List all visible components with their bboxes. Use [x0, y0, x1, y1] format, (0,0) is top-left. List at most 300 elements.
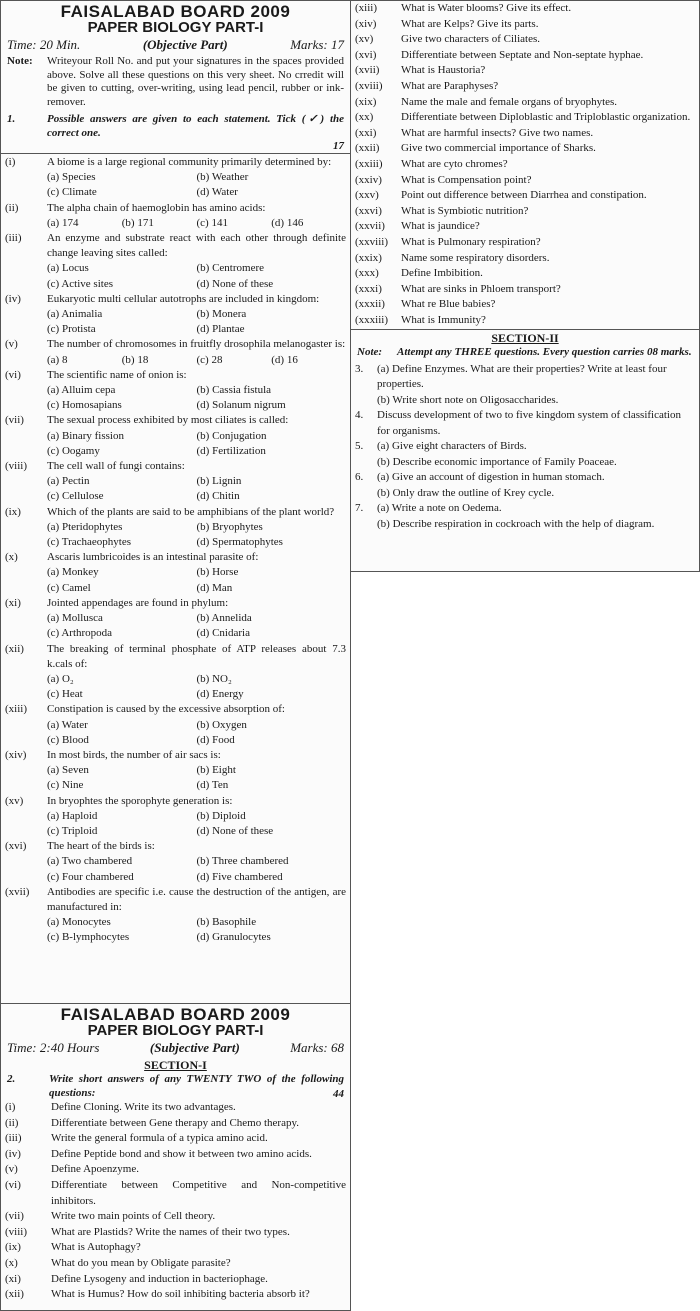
short-question [351, 235, 699, 251]
long-question [351, 393, 699, 409]
option: (b) NO₂ [196, 672, 232, 685]
short-question [351, 173, 699, 189]
question-text: Write two main points of Cell theory. [51, 1210, 216, 1223]
question-text: Point out difference between Diarrhea and constipation. [401, 189, 647, 202]
paper-meta [1, 35, 350, 55]
question-number: (xvii) [355, 64, 380, 77]
options [1, 353, 350, 368]
question-text: What is Humus? How do soil inhibiting bacteria absorb it? [51, 1288, 310, 1301]
question-text: What are Plastids? Write the names of their two types. [51, 1225, 290, 1238]
q2-number: 2. [7, 1073, 16, 1085]
option: (d) None of these [196, 824, 274, 837]
short-question [1, 1287, 350, 1303]
option: (d) 16 [271, 353, 298, 366]
question-number: (viii) [5, 460, 27, 473]
question-text: (a) Give an account of digestion in human stomach. [377, 471, 605, 484]
short-question [351, 1, 699, 17]
note2-text: Attempt any THREE questions. Every question carries 08 marks. [397, 346, 692, 359]
options [1, 763, 350, 793]
option: (b) Bryophytes [196, 520, 263, 533]
options [1, 170, 350, 200]
question-number: (ix) [5, 505, 21, 518]
question-number: (ii) [5, 201, 19, 214]
question-number [355, 517, 377, 533]
option: (d) Water [196, 186, 238, 199]
section-2-note [351, 346, 699, 360]
question-number: (xxxi) [355, 282, 382, 295]
mcq-question [1, 505, 350, 520]
marks-label: Marks: 17 [290, 37, 344, 52]
time-label: Time: 20 Min. [7, 37, 81, 52]
option: (c) Cellulose [47, 490, 104, 503]
option: (c) Protista [47, 323, 96, 336]
part-label: (Objective Part) [142, 37, 228, 52]
options [1, 565, 350, 595]
options [1, 474, 350, 504]
options [1, 429, 350, 459]
short-questions-right [351, 1, 699, 328]
question-text: The number of chromosomes in fruitfly drosophila melanogaster is: [47, 338, 346, 351]
board-title: FAISALABAD BOARD 2009 [60, 2, 291, 21]
short-question [1, 1147, 350, 1163]
question-number: (viii) [5, 1225, 27, 1238]
option: (c) Homosapians [47, 399, 122, 412]
question-text: (b) Describe economic importance of Family Poaceae. [377, 455, 617, 468]
paper-title-2: PAPER BIOLOGY PART-I [87, 1022, 264, 1039]
short-questions-left [1, 1100, 350, 1303]
question-text: Differentiate between Competitive and Non-competitive inhibitors. [51, 1178, 346, 1207]
question-text: What is Immunity? [401, 313, 486, 326]
question-text: Antibodies are specific i.e. cause the destruction of the antigen, are manufactured in: [47, 885, 346, 913]
question-number: (iii) [5, 1132, 22, 1145]
option: (d) Food [196, 733, 235, 746]
option: (a) Animalia [47, 308, 103, 321]
question-number: (xii) [5, 642, 24, 655]
short-question [351, 141, 699, 157]
question-text: In most birds, the number of air sacs is: [47, 748, 221, 761]
question-text: What do you mean by Obligate parasite? [51, 1256, 231, 1269]
options [1, 915, 350, 945]
question-text: Which of the plants are said to be amphibians of the plant world? [47, 505, 335, 518]
time-label-2: Time: 2:40 Hours [7, 1040, 100, 1055]
option: (a) Species [47, 171, 96, 184]
question-text: Define Lysogeny and induction in bacteriophage. [51, 1272, 268, 1285]
long-questions [351, 362, 699, 533]
option: (b) Cassia fistula [196, 384, 272, 397]
option: (d) Man [196, 581, 233, 594]
option: (b) Horse [196, 566, 239, 579]
long-question [351, 517, 699, 533]
mcq-question [1, 155, 350, 170]
option: (d) Granulocytes [196, 931, 271, 944]
question-number: (i) [5, 1101, 16, 1113]
mcq-question [1, 839, 350, 854]
short-question [351, 48, 699, 64]
question-text: Differentiate between Gene therapy and Chemo therapy. [51, 1116, 300, 1129]
mcq-question [1, 292, 350, 307]
short-question [351, 313, 699, 329]
question-number: (vii) [5, 1210, 24, 1223]
option: (d) Plantae [196, 323, 245, 336]
short-question [351, 282, 699, 298]
question-text: Discuss development of two to five kingdom system of classification for organisms. [377, 409, 681, 437]
question-text: What are sinks in Phloem transport? [401, 282, 561, 295]
question-number: 5. [355, 440, 364, 453]
question-text: Differentiate between Septate and Non-septate hyphae. [401, 48, 644, 61]
question-text: A biome is a large regional community primarily determined by: [47, 156, 332, 168]
question-text: The heart of the birds is: [47, 840, 155, 853]
question-text: (a) Write a note on Oedema. [377, 502, 502, 515]
question-text: Name the male and female organs of bryophytes. [401, 95, 618, 108]
question-text: What are Kelps? Give its parts. [401, 17, 539, 30]
option: (d) Spermatophytes [196, 536, 283, 549]
question-number: (xiii) [5, 703, 27, 716]
question-number: (xxiii) [355, 157, 383, 170]
question-text: What is jaundice? [401, 220, 480, 233]
question-number: (xi) [5, 1272, 21, 1285]
question-number: (v) [5, 338, 18, 351]
question-text: What re Blue babies? [401, 298, 496, 311]
long-question [351, 501, 699, 517]
question-number: (xv) [355, 33, 374, 46]
question-number: (xxviii) [355, 235, 388, 248]
options [1, 307, 350, 337]
question-number: (xiii) [355, 2, 377, 14]
short-question [351, 95, 699, 111]
mcq-question [1, 231, 350, 261]
option: (c) 141 [196, 216, 228, 229]
options [1, 809, 350, 839]
question-number: (xv) [5, 794, 24, 807]
short-question [1, 1162, 350, 1178]
question-number: (xvi) [355, 48, 377, 61]
question-number [355, 393, 377, 409]
right-column [350, 0, 700, 572]
question-text: (b) Describe respiration in cockroach with the help of diagram. [377, 517, 655, 530]
question-number: (xxx) [355, 267, 379, 280]
mcq-question [1, 201, 350, 216]
short-question [1, 1100, 350, 1116]
instruction [1, 113, 350, 140]
short-question [351, 17, 699, 33]
option: (b) Annelida [196, 612, 252, 625]
question-number: 4. [355, 409, 364, 422]
instruction-text: Possible answers are given to each statement. Tick (✓) the correct one. [47, 113, 344, 139]
short-question [1, 1225, 350, 1241]
question-text: Define Peptide bond and show it between two amino acids. [51, 1147, 312, 1160]
question-number: (xxiv) [355, 173, 382, 186]
option: (d) Solanum nigrum [196, 399, 286, 412]
option: (d) None of these [196, 277, 274, 290]
q2-text: Write short answers of any TWENTY TWO of the following questions: [49, 1073, 344, 1099]
mcq-question [1, 748, 350, 763]
option: (c) 28 [196, 353, 223, 366]
instruction-number: 1. [7, 113, 16, 125]
mcq-question [1, 459, 350, 474]
question-number: 7. [355, 502, 364, 515]
question-number: (v) [5, 1163, 18, 1176]
question-number: (xxvi) [355, 204, 382, 217]
option: (d) Chitin [196, 490, 240, 503]
question-text: (a) Define Enzymes. What are their properties? Write at least four properties. [377, 362, 667, 391]
question-number: (xxv) [355, 189, 379, 202]
question-text: The alpha chain of haemoglobin has amino acids: [47, 201, 266, 214]
long-question [351, 486, 699, 502]
question-text: Name some respiratory disorders. [401, 251, 550, 264]
question-text: Differentiate between Diploblastic and Triploblastic organization. [401, 111, 691, 124]
question-text: Define Cloning. Write its two advantages. [51, 1101, 236, 1113]
question-number: (xiv) [5, 748, 27, 761]
section-1-heading: SECTION-I [144, 1058, 207, 1072]
question-number: (xvi) [5, 840, 27, 853]
subjective-continued [350, 0, 700, 572]
board-title-2: FAISALABAD BOARD 2009 [60, 1005, 291, 1024]
option: (a) Mollusca [47, 612, 103, 625]
option: (b) Diploid [196, 809, 246, 822]
short-question [351, 266, 699, 282]
options [1, 672, 350, 702]
question-number: (ix) [5, 1241, 21, 1254]
question-text: An enzyme and substrate react with each other through definite change leaving sites called: [47, 232, 346, 260]
option: (c) Camel [47, 581, 91, 594]
question-number: (xxxii) [355, 298, 385, 311]
short-question [351, 204, 699, 220]
option: (a) Pteridophytes [47, 520, 123, 533]
question-text: Jointed appendages are found in phylum: [47, 596, 229, 609]
option: (b) Centromere [196, 262, 264, 275]
divider-2 [351, 329, 699, 330]
question-text: What are Paraphyses? [401, 79, 499, 92]
question-number: (xix) [355, 95, 377, 108]
question-text: The cell wall of fungi contains: [47, 460, 185, 473]
marks-label-2: Marks: 68 [290, 1040, 344, 1055]
option: (a) Pectin [47, 475, 90, 488]
question-number: (iv) [5, 1147, 21, 1160]
question-text: What is Pulmonary respiration? [401, 235, 541, 248]
q2-instruction [1, 1073, 350, 1100]
option: (c) Nine [47, 779, 84, 792]
q2-marks: 44 [333, 1088, 344, 1100]
option: (d) Energy [196, 688, 244, 701]
question-text: (a) Give eight characters of Birds. [377, 440, 527, 453]
section-2-heading: SECTION-II [491, 331, 559, 346]
short-question [1, 1240, 350, 1256]
option: (c) Active sites [47, 277, 113, 290]
question-text: What is Haustoria? [401, 64, 486, 77]
option: (a) Alluim cepa [47, 384, 116, 397]
short-question [351, 79, 699, 95]
paper-title: PAPER BIOLOGY PART-I [87, 19, 264, 36]
option: (c) B-lymphocytes [47, 931, 130, 944]
question-number: (xxvii) [355, 220, 385, 233]
options [1, 261, 350, 291]
option: (b) 171 [121, 216, 154, 229]
question-text: Ascaris lumbricoides is an intestinal parasite of: [47, 551, 259, 564]
question-number [355, 486, 377, 502]
option: (b) Conjugation [196, 429, 267, 442]
subjective-section [0, 1004, 351, 1311]
question-number: (xxi) [355, 126, 377, 139]
mcq-question [1, 642, 350, 672]
options [1, 520, 350, 550]
short-question [351, 188, 699, 204]
short-question [1, 1272, 350, 1288]
mcq-list [1, 155, 350, 946]
question-text: The breaking of terminal phosphate of ATP releases about 7.3 k.cals of: [47, 642, 346, 670]
option: (d) 146 [271, 216, 304, 229]
question-number: 6. [355, 471, 364, 484]
options [1, 383, 350, 413]
question-number: (xi) [5, 596, 21, 609]
question-number: (vi) [5, 1178, 21, 1191]
option: (a) O₂ [47, 672, 74, 685]
question-number: (xvii) [5, 885, 30, 898]
option: (d) Ten [196, 779, 229, 792]
option: (c) Four chambered [47, 870, 134, 883]
question-text: Constipation is caused by the excessive absorption of: [47, 703, 285, 716]
question-text: (b) Only draw the outline of Krey cycle. [377, 486, 555, 499]
option: (a) 8 [47, 353, 68, 366]
question-text: Define Imbibition. [401, 267, 483, 280]
mcq-question [1, 885, 350, 915]
short-question [1, 1131, 350, 1147]
note-label: Note: [7, 55, 33, 67]
option: (d) Cnidaria [196, 627, 250, 640]
option: (c) Arthropoda [47, 627, 113, 640]
option: (b) Monera [196, 308, 247, 321]
question-text: Eukaryotic multi cellular autotrophs are included in kingdom: [47, 292, 320, 305]
option: (c) Climate [47, 186, 97, 199]
option: (c) Trachaeophytes [47, 536, 132, 549]
option: (c) Oogamy [47, 444, 100, 457]
short-question [351, 126, 699, 142]
options [1, 718, 350, 748]
options [1, 611, 350, 641]
option: (b) Three chambered [196, 855, 289, 868]
note2-label: Note: [357, 346, 383, 359]
short-question [351, 32, 699, 48]
option: (a) 174 [47, 216, 79, 229]
question-text: What are harmful insects? Give two names. [401, 126, 594, 139]
question-text: Define Apoenzyme. [51, 1163, 139, 1176]
mcq-question [1, 596, 350, 611]
long-question [351, 362, 699, 393]
long-question [351, 439, 699, 455]
question-text: In bryophtes the sporophyte generation is: [47, 794, 233, 807]
note-text: Writeyour Roll No. and put your signatures in the spaces provided above. Solve all these questions on this very sheet. No crredit will be given to cutting, over-writing, using lead pencil, rubber or ink-remover. [47, 55, 344, 108]
mcq-question [1, 368, 350, 383]
option: (a) Monocytes [47, 916, 111, 929]
mcq-question [1, 550, 350, 565]
question-number: 3. [355, 362, 364, 375]
question-number: (iv) [5, 292, 21, 305]
options [1, 854, 350, 884]
paper-meta-2 [1, 1038, 350, 1058]
short-question [351, 219, 699, 235]
options [1, 216, 350, 231]
question-text: Give two characters of Ciliates. [401, 33, 540, 46]
question-text: Write the general formula of a typica amino acid. [51, 1132, 268, 1145]
question-text: Give two commercial importance of Sharks. [401, 142, 596, 155]
question-number: (x) [5, 551, 18, 564]
short-question [351, 110, 699, 126]
option: (c) Triploid [47, 824, 98, 837]
option: (b) Eight [196, 764, 236, 777]
option: (b) Basophile [196, 916, 257, 929]
mcq-question [1, 702, 350, 717]
question-number: (xxix) [355, 251, 382, 264]
option: (b) Lignin [196, 475, 242, 488]
option: (d) Fertilization [196, 444, 266, 457]
question-number: (i) [5, 156, 16, 168]
question-text: What is Compensation point? [401, 173, 532, 186]
question-number: (ii) [5, 1116, 19, 1129]
question-number: (xxxiii) [355, 313, 388, 326]
option: (b) Oxygen [196, 718, 247, 731]
short-question [351, 297, 699, 313]
option: (c) Blood [47, 733, 89, 746]
option: (a) Seven [47, 764, 89, 777]
option: (a) Binary fission [47, 429, 124, 442]
question-text: What are cyto chromes? [401, 157, 508, 170]
objective-section [0, 0, 351, 1004]
part-label-2: (Subjective Part) [149, 1040, 240, 1055]
question-number: (xxii) [355, 142, 380, 155]
divider [1, 153, 350, 154]
question-text: What is Autophagy? [51, 1241, 141, 1254]
option: (a) Monkey [47, 566, 99, 579]
question-number: (xviii) [355, 79, 383, 92]
question-number: (xx) [355, 111, 374, 124]
option: (b) Weather [196, 171, 249, 184]
question-number: (vii) [5, 414, 24, 427]
short-question [1, 1116, 350, 1132]
short-question [351, 157, 699, 173]
question-number: (vi) [5, 368, 21, 381]
long-question [351, 408, 699, 439]
question-text: What is Symbiotic nutrition? [401, 204, 529, 217]
mcq-question [1, 337, 350, 352]
option: (a) Locus [47, 262, 89, 275]
short-question [1, 1256, 350, 1272]
short-question [351, 63, 699, 79]
question-text: The sexual process exhibited by most ciliates is called: [47, 414, 289, 427]
option: (a) Two chambered [47, 855, 133, 868]
question-text: The scientific name of onion is: [47, 368, 187, 381]
note [1, 55, 350, 109]
question-text: What is Water blooms? Give its effect. [401, 2, 572, 14]
option: (c) Heat [47, 688, 83, 701]
instruction-marks: 17 [333, 140, 344, 152]
mcq-question [1, 413, 350, 428]
question-number: (xiv) [355, 17, 377, 30]
option: (d) Five chambered [196, 870, 283, 883]
short-question [1, 1209, 350, 1225]
question-number [355, 455, 377, 471]
question-number: (x) [5, 1256, 18, 1269]
long-question [351, 455, 699, 471]
long-question [351, 470, 699, 486]
option: (a) Water [47, 718, 88, 731]
mcq-question [1, 794, 350, 809]
short-question [1, 1178, 350, 1209]
question-number: (iii) [5, 232, 22, 245]
question-number: (xii) [5, 1288, 24, 1301]
option: (a) Haploid [47, 809, 98, 822]
question-text: (b) Write short note on Oligosaccharides. [377, 393, 559, 406]
option: (b) 18 [121, 353, 149, 366]
short-question [351, 251, 699, 267]
